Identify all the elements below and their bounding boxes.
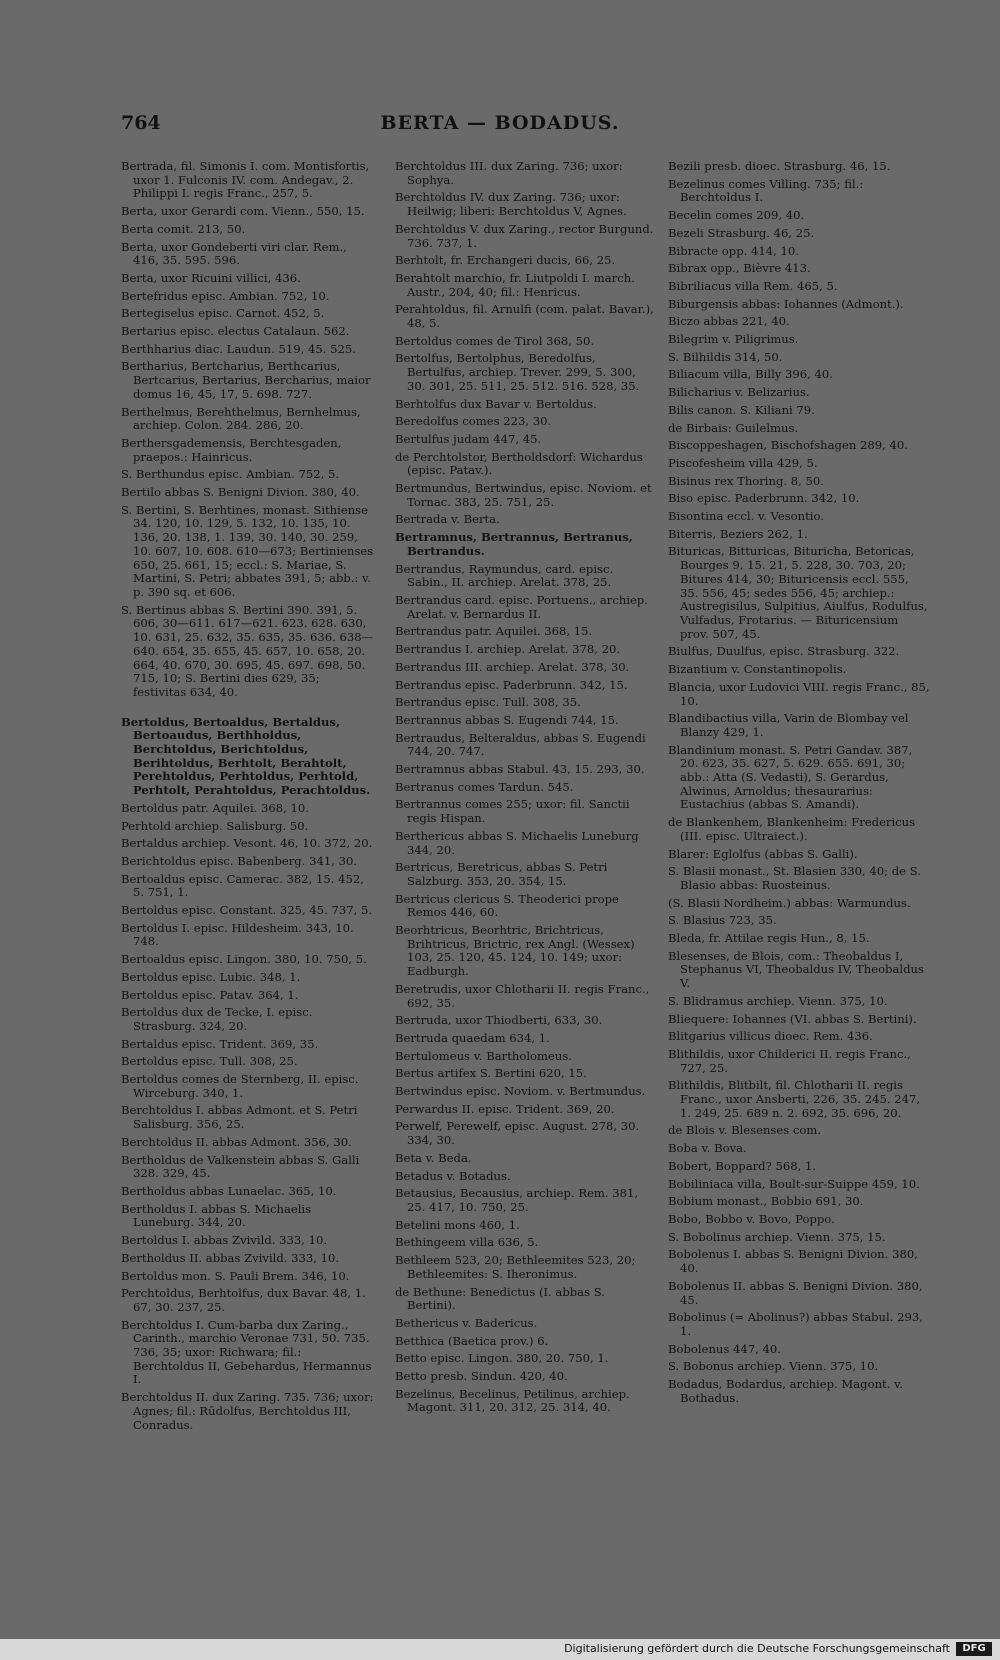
funding-credit: Digitalisierung gefördert durch die Deutsche Forschungsgemeinschaft — [564, 1642, 950, 1655]
entry-gap — [121, 704, 375, 716]
index-entry: Bertranus comes Tardun. 545. — [395, 779, 574, 794]
index-entry: de Perchtolstor, Bertholdsdorf: Wichardus (episc. Patav.). — [395, 449, 643, 478]
index-entry: Bertoldus, Bertoaldus, Bertaldus, Bertoaudus, Berthholdus, Berchtoldus, Berichtoldus, Berihtoldus, Berhtolt, Berahtolt, Perehtoldus, Perhtoldus, Perhtold, Perhtolt, Perahtoldus, Perachtoldus. — [121, 714, 371, 798]
index-entry: Bertoldus episc. Tull. 308, 25. — [121, 1054, 298, 1069]
index-entry: Biliacum villa, Billy 396, 40. — [668, 367, 833, 382]
index-entry: Betto presb. Sindun. 420, 40. — [395, 1369, 568, 1384]
index-entry: Bertaldus episc. Trident. 369, 35. — [121, 1036, 319, 1051]
index-entry: Berta comit. 213, 50. — [121, 221, 246, 236]
index-entry: Perwardus II. episc. Trident. 369, 20. — [395, 1101, 615, 1116]
index-entry: Bertraudus, Belteraldus, abbas S. Eugendi 744, 20. 747. — [395, 730, 646, 759]
index-entry: Berchtoldus IV. dux Zaring. 736; uxor: Heilwig; liberi: Berchtoldus V, Agnes. — [395, 190, 627, 219]
index-entry: Berahtolt marchio, fr. Liutpoldi I. march. Austr., 204, 40; fil.: Henricus. — [395, 270, 635, 299]
index-entry: Bobert, Boppard? 568, 1. — [668, 1158, 817, 1173]
index-entry: Bertoldus comes de Tirol 368, 50. — [395, 333, 595, 348]
index-entry: Bobiliniaca villa, Boult-sur-Suippe 459, 10. — [668, 1176, 920, 1191]
index-entry: Perahtoldus, fil. Arnulfi (com. palat. Bavar.), 48, 5. — [395, 302, 654, 331]
index-entry: Berthelmus, Berehthelmus, Bernhelmus, archiep. Colon. 284. 286, 20. — [121, 404, 361, 433]
index-entry: Bertramnus, Bertrannus, Bertranus, Bertrandus. — [395, 530, 633, 558]
index-entry: Berhtolt, fr. Erchangeri ducis, 66, 25. — [395, 253, 616, 268]
index-entry: Bertus artifex S. Bertini 620, 15. — [395, 1066, 587, 1081]
running-head: BERTA — BODADUS. — [380, 112, 620, 134]
index-entry: Bezili presb. dioec. Strasburg. 46, 15. — [668, 159, 891, 173]
index-entry: de Birbais: Guilelmus. — [668, 420, 799, 435]
index-entry: Berta, uxor Ricuini villici, 436. — [121, 270, 301, 285]
index-entry: Bertrada v. Berta. — [395, 512, 500, 527]
index-entry: Beorhtricus, Beorhtric, Brichtricus, Brihtricus, Brictric, rex Angl. (Wessex) 103, 25. 120, 45. 124, 10. 149; uxor: Eadburgh. — [395, 923, 635, 979]
index-entry: Bobo, Bobbo v. Bovo, Poppo. — [668, 1212, 835, 1226]
index-entry: Bliequere: Iohannes (VI. abbas S. Bertini). — [668, 1011, 917, 1026]
index-entry: de Bethune: Benedictus (I. abbas S. Bertini). — [395, 1284, 605, 1313]
index-entry: Berthericus abbas S. Michaelis Luneburg 344, 20. — [395, 828, 639, 857]
index-entry: Bertmundus, Bertwindus, episc. Noviom. et Tornac. 383, 25. 751, 25. — [395, 481, 652, 509]
index-entry: Bleda, fr. Attilae regis Hun., 8, 15. — [668, 931, 870, 946]
index-entry: Betthica (Baetica prov.) 6. — [395, 1333, 549, 1348]
index-entry: Bertoldus comes de Sternberg, II. episc. Wirceburg. 340, 1. — [121, 1072, 359, 1100]
index-entry: S. Berthundus episc. Ambian. 752, 5. — [121, 467, 340, 482]
index-entry: Biulfus, Duulfus, episc. Strasburg. 322. — [668, 644, 900, 659]
index-entry: Bertoaldus episc. Camerac. 382, 15. 452, 5. 751, 1. — [121, 871, 364, 900]
index-entry: de Blankenhem, Blankenheim: Fredericus (III. episc. Ultraiect.). — [668, 815, 916, 843]
index-entry: Beredolfus comes 223, 30. — [395, 414, 552, 429]
index-entry: Biscoppeshagen, Bischofshagen 289, 40. — [668, 438, 908, 453]
index-entry: Bertrannus abbas S. Eugendi 744, 15. — [395, 712, 619, 727]
index-entry: Bertrannus comes 255; uxor: fil. Sanctii regis Hispan. — [395, 797, 630, 826]
index-entry: Bizantium v. Constantinopolis. — [668, 662, 847, 677]
index-entry: Biso episc. Paderbrunn. 342, 10. — [668, 491, 860, 506]
index-entry: S. Blasii monast., St. Blasien 330, 40; de S. Blasio abbas: Ruosteinus. — [668, 864, 921, 892]
index-entry: Bertholdus abbas Lunaelac. 365, 10. — [121, 1184, 337, 1198]
index-entry: Berchtoldus V. dux Zaring., rector Burgund. 736. 737, 1. — [395, 221, 654, 250]
page-number: 764 — [121, 112, 161, 134]
index-entry: (S. Blasii Nordheim.) abbas: Warmundus. — [668, 895, 911, 910]
index-entry: Bisontina eccl. v. Vesontio. — [668, 509, 824, 524]
index-entry: Bertoldus episc. Patav. 364, 1. — [121, 987, 299, 1002]
index-entry: Bilis canon. S. Kiliani 79. — [668, 402, 815, 417]
index-entry: de Blois v. Blesenses com. — [668, 1123, 822, 1138]
index-entry: Bobolenus 447, 40. — [668, 1341, 781, 1356]
index-entry: Bertricus clericus S. Theoderici prope Remos 446, 60. — [395, 891, 619, 920]
index-column-left — [121, 160, 375, 1436]
index-entry: Bobolenus II. abbas S. Benigni Divion. 380, 45. — [668, 1278, 923, 1307]
index-entry: Bertegiselus episc. Carnot. 452, 5. — [121, 306, 325, 321]
index-entry: Bertefridus episc. Ambian. 752, 10. — [121, 288, 330, 303]
index-entry: Bituricas, Bitturicas, Bituricha, Betoricas, Bourges 9, 15. 21, 5. 228, 30. 703, 20; Bitures 414, 30; Bituricensis eccl. 555, 35. 556, 45; sedes 556, 45; archiep.: Austregisilus, Sulpitius, Aiulfus, Rodulfus, Vulfadus, Frotarius. — Bituricensium prov. 507, 45. — [668, 544, 928, 641]
index-entry: Berchtoldus I. abbas Admont. et S. Petri Salisburg. 356, 25. — [121, 1103, 358, 1132]
index-entry: Bertoldus dux de Tecke, I. episc. Strasburg. 324, 20. — [121, 1005, 313, 1033]
index-entry: Biczo abbas 221, 40. — [668, 314, 790, 329]
index-entry: Bertwindus episc. Noviom. v. Bertmundus. — [395, 1084, 646, 1099]
index-entry: Bertrandus card. episc. Portuens., archiep. Arelat. v. Bernardus II. — [395, 592, 648, 621]
index-entry: Berta, uxor Gondeberti viri clar. Rem., 416, 35. 595. 596. — [121, 239, 347, 268]
index-entry: Bertruda, uxor Thiodberti, 633, 30. — [395, 1013, 603, 1028]
index-entry: Becelin comes 209, 40. — [668, 208, 805, 223]
index-entry: Blandibactius villa, Varin de Blombay vel Blanzy 429, 1. — [668, 711, 909, 739]
index-entry: Bertrandus, Raymundus, card. episc. Sabin., II. archiep. Arelat. 378, 25. — [395, 561, 614, 590]
index-entry: Blithildis, uxor Childerici II. regis Franc., 727, 25. — [668, 1046, 911, 1075]
index-entry: Bobium monast., Bobbio 691, 30. — [668, 1194, 864, 1209]
index-entry: Bertholdus de Valkenstein abbas S. Galli 328. 329, 45. — [121, 1152, 360, 1181]
index-entry: Bertoldus episc. Constant. 325, 45. 737, 5. — [121, 903, 373, 918]
index-entry: Bertoldus mon. S. Pauli Brem. 346, 10. — [121, 1268, 350, 1283]
dfg-logo: DFG — [956, 1642, 992, 1656]
index-entry: Bertoldus patr. Aquilei. 368, 10. — [121, 800, 309, 815]
index-entry: Blancia, uxor Ludovici VIII. regis Franc., 85, 10. — [668, 679, 930, 708]
index-entry: Bertrandus patr. Aquilei. 368, 15. — [395, 624, 593, 639]
index-column-middle — [395, 160, 655, 1419]
index-entry: Bertrandus III. archiep. Arelat. 378, 30. — [395, 659, 630, 674]
index-entry: Blitgarius villicus dioec. Rem. 436. — [668, 1029, 873, 1044]
index-entry: Bethericus v. Badericus. — [395, 1315, 538, 1330]
index-entry: Bertrandus episc. Tull. 308, 35. — [395, 695, 581, 710]
index-entry: Bertulfus judam 447, 45. — [395, 431, 542, 446]
index-entry: Bibrax opp., Bièvre 413. — [668, 261, 811, 276]
index-entry: Biburgensis abbas: Iohannes (Admont.). — [668, 296, 904, 311]
index-entry: Betadus v. Botadus. — [395, 1168, 511, 1183]
index-entry: S. Blasius 723, 35. — [668, 913, 777, 928]
index-entry: Bethleem 523, 20; Bethleemites 523, 20; Bethleemites: S. Iheronimus. — [395, 1253, 636, 1281]
index-entry: Bethingeem villa 636, 5. — [395, 1235, 539, 1250]
index-entry: Bertharius, Bertcharius, Berthcarius, Bertcarius, Bertarius, Bercharius, maior domus 16, 45, 17, 5. 698. 727. — [121, 359, 371, 401]
index-entry: Berchtoldus III. dux Zaring. 736; uxor: Sophya. — [395, 159, 623, 187]
index-entry: Bertilo abbas S. Benigni Divion. 380, 40. — [121, 485, 360, 500]
index-entry: Perchtoldus, Berhtolfus, dux Bavar. 48, 1. 67, 30. 237, 25. — [121, 1286, 366, 1314]
index-entry: Betelini mons 460, 1. — [395, 1217, 520, 1232]
index-entry: Bezeli Strasburg. 46, 25. — [668, 225, 815, 240]
index-entry: Bobolenus I. abbas S. Benigni Divion. 380, 40. — [668, 1247, 918, 1276]
index-entry: Bertulomeus v. Bartholomeus. — [395, 1048, 572, 1063]
index-entry: Bertholdus I. abbas S. Michaelis Luneburg. 344, 20. — [121, 1201, 312, 1230]
index-entry: Bertrandus I. archiep. Arelat. 378, 20. — [395, 642, 621, 657]
index-entry: Biterris, Beziers 262, 1. — [668, 526, 808, 541]
index-entry: Blesenses, de Blois, com.: Theobaldus I, Stephanus VI, Theobaldus IV, Theobaldus V. — [668, 948, 924, 991]
index-entry: Bertolfus, Bertolphus, Beredolfus, Bertulfus, archiep. Trever. 299, 5. 300, 30. 301, 25. 511, 25. 512. 516. 528, 35. — [395, 351, 640, 393]
index-entry: Berichtoldus episc. Babenberg. 341, 30. — [121, 853, 358, 868]
index-entry: Berchtoldus I. Cum-barba dux Zaring., Carinth., marchio Veronae 731, 50. 735. 736, 35; uxor: Richwara; fil.: Berchtoldus II, Gebehardus, Hermannus I. — [121, 1317, 372, 1387]
index-entry: Bertoaldus episc. Lingon. 380, 10. 750, 5. — [121, 952, 367, 967]
index-entry: Bobolinus (= Abolinus?) abbas Stabul. 293, 1. — [668, 1310, 923, 1338]
index-entry: Bibriliacus villa Rem. 465, 5. — [668, 278, 838, 293]
index-column-right — [668, 160, 930, 1409]
index-entry: Betto episc. Lingon. 380, 20. 750, 1. — [395, 1351, 609, 1366]
index-entry: S. Blidramus archiep. Vienn. 375, 10. — [668, 993, 888, 1008]
index-entry: Blithildis, Blitbilt, fil. Chlotharii II. regis Franc., uxor Ansberti, 226, 35. 245. 247, 1. 249, 25. 689 n. 2. 692, 35. 696, 20. — [668, 1078, 921, 1120]
index-entry: Beta v. Beda. — [395, 1150, 472, 1165]
index-entry: Berchtoldus II. abbas Admont. 356, 30. — [121, 1134, 352, 1149]
index-entry: Bezelinus, Becelinus, Petilinus, archiep. Magont. 311, 20. 312, 25. 314, 40. — [395, 1386, 630, 1415]
index-entry: S. Bobolinus archiep. Vienn. 375, 15. — [668, 1229, 886, 1244]
index-entry: Bertricus, Beretricus, abbas S. Petri Salzburg. 353, 20. 354, 15. — [395, 860, 608, 888]
index-entry: Piscofesheim villa 429, 5. — [668, 455, 818, 470]
index-entry: Bertarius episc. electus Catalaun. 562. — [121, 324, 350, 339]
index-entry: Bodadus, Bodardus, archiep. Magont. v. Bothadus. — [668, 1377, 903, 1405]
index-entry: Berthharius diac. Laudun. 519, 45. 525. — [121, 341, 356, 356]
index-entry: Perwelf, Perewelf, episc. August. 278, 30. 334, 30. — [395, 1119, 640, 1148]
index-entry: Bertoldus I. episc. Hildesheim. 343, 10. 748. — [121, 920, 354, 949]
index-entry: Bertrandus episc. Paderbrunn. 342, 15. — [395, 677, 628, 692]
index-entry: Bibracte opp. 414, 10. — [668, 243, 799, 258]
index-entry: Bilegrim v. Piligrimus. — [668, 332, 799, 347]
index-entry: Bertrada, fil. Simonis I. com. Montisfortis, uxor 1. Fulconis IV. com. Andegav., 2. Philippi I. regis Franc., 257, 5. — [121, 159, 370, 201]
index-entry: S. Bilhildis 314, 50. — [668, 349, 783, 364]
index-entry: S. Bobonus archiep. Vienn. 375, 10. — [668, 1359, 879, 1374]
index-entry: Bertaldus archiep. Vesont. 46, 10. 372, 20. — [121, 836, 373, 851]
footer-bar — [0, 1639, 1000, 1660]
index-entry: Beretrudis, uxor Chlotharii II. regis Franc., 692, 35. — [395, 981, 650, 1010]
index-entry: Berchtoldus II. dux Zaring. 735. 736; uxor: Agnes; fil.: Rūdolfus, Berchtoldus III, Conradus. — [121, 1390, 374, 1432]
index-entry: Bisinus rex Thoring. 8, 50. — [668, 473, 824, 488]
page-header — [0, 112, 1000, 142]
index-entry: Bertholdus II. abbas Zvivild. 333, 10. — [121, 1250, 340, 1265]
index-entry: Bilicharius v. Belizarius. — [668, 385, 810, 400]
index-entry: Perhtold archiep. Salisburg. 50. — [121, 818, 309, 833]
index-entry: Berta, uxor Gerardi com. Vienn., 550, 15. — [121, 204, 365, 219]
index-entry: Berthersgademensis, Berchtesgaden, praepos.: Hainricus. — [121, 435, 342, 464]
index-entry: Blandinium monast. S. Petri Gandav. 387, 20. 623, 35. 627, 5. 629. 655. 691, 30; abb.: Atta (S. Vedasti), S. Gerardus, Alwinus, Arnoldus; thesaurarius: Eustachius (abbas S. Amandi). — [668, 742, 913, 812]
index-entry: Bertoldus I. abbas Zvivild. 333, 10. — [121, 1233, 328, 1248]
index-entry: Betausius, Becausius, archiep. Rem. 381, 25. 417, 10. 750, 25. — [395, 1186, 639, 1214]
index-entry: Bezelinus comes Villing. 735; fil.: Berchtoldus I. — [668, 176, 864, 205]
index-entry: Boba v. Bova. — [668, 1141, 747, 1156]
index-entry: S. Bertini, S. Berhtines, monast. Sithiense 34. 120, 10. 129, 5. 132, 10. 135, 10. 136, 20. 138, 1. 139, 30. 140, 30. 259, 10. 607, 10. 608. 610—673; Bertinienses 650, 25. 661, 15; eccl.: S. Mariae, S. Martini, S. Petri; abbates 391, 5; abb.: v. p. 390 sq. et 606. — [121, 502, 374, 599]
index-entry: Bertoldus episc. Lubic. 348, 1. — [121, 969, 301, 984]
index-entry: Bertruda quaedam 634, 1. — [395, 1030, 550, 1045]
index-entry: Blarer: Eglolfus (abbas S. Galli). — [668, 846, 858, 861]
index-entry: S. Bertinus abbas S. Bertini 390. 391, 5. 606, 30—611. 617—621. 623. 628. 630, 10. 631, 25. 632, 35. 635, 35. 636. 638—640. 654, 35. 655, 45. 657, 10. 658, 20. 664, 40. 670, 30. 695, 45. 697. 698, 50. 715, 10; S. Bertini dies 629, 35; festivitas 634, 40. — [121, 602, 374, 699]
index-entry: Bertramnus abbas Stabul. 43, 15. 293, 30. — [395, 762, 645, 777]
index-entry: Berhtolfus dux Bavar v. Bertoldus. — [395, 396, 597, 411]
